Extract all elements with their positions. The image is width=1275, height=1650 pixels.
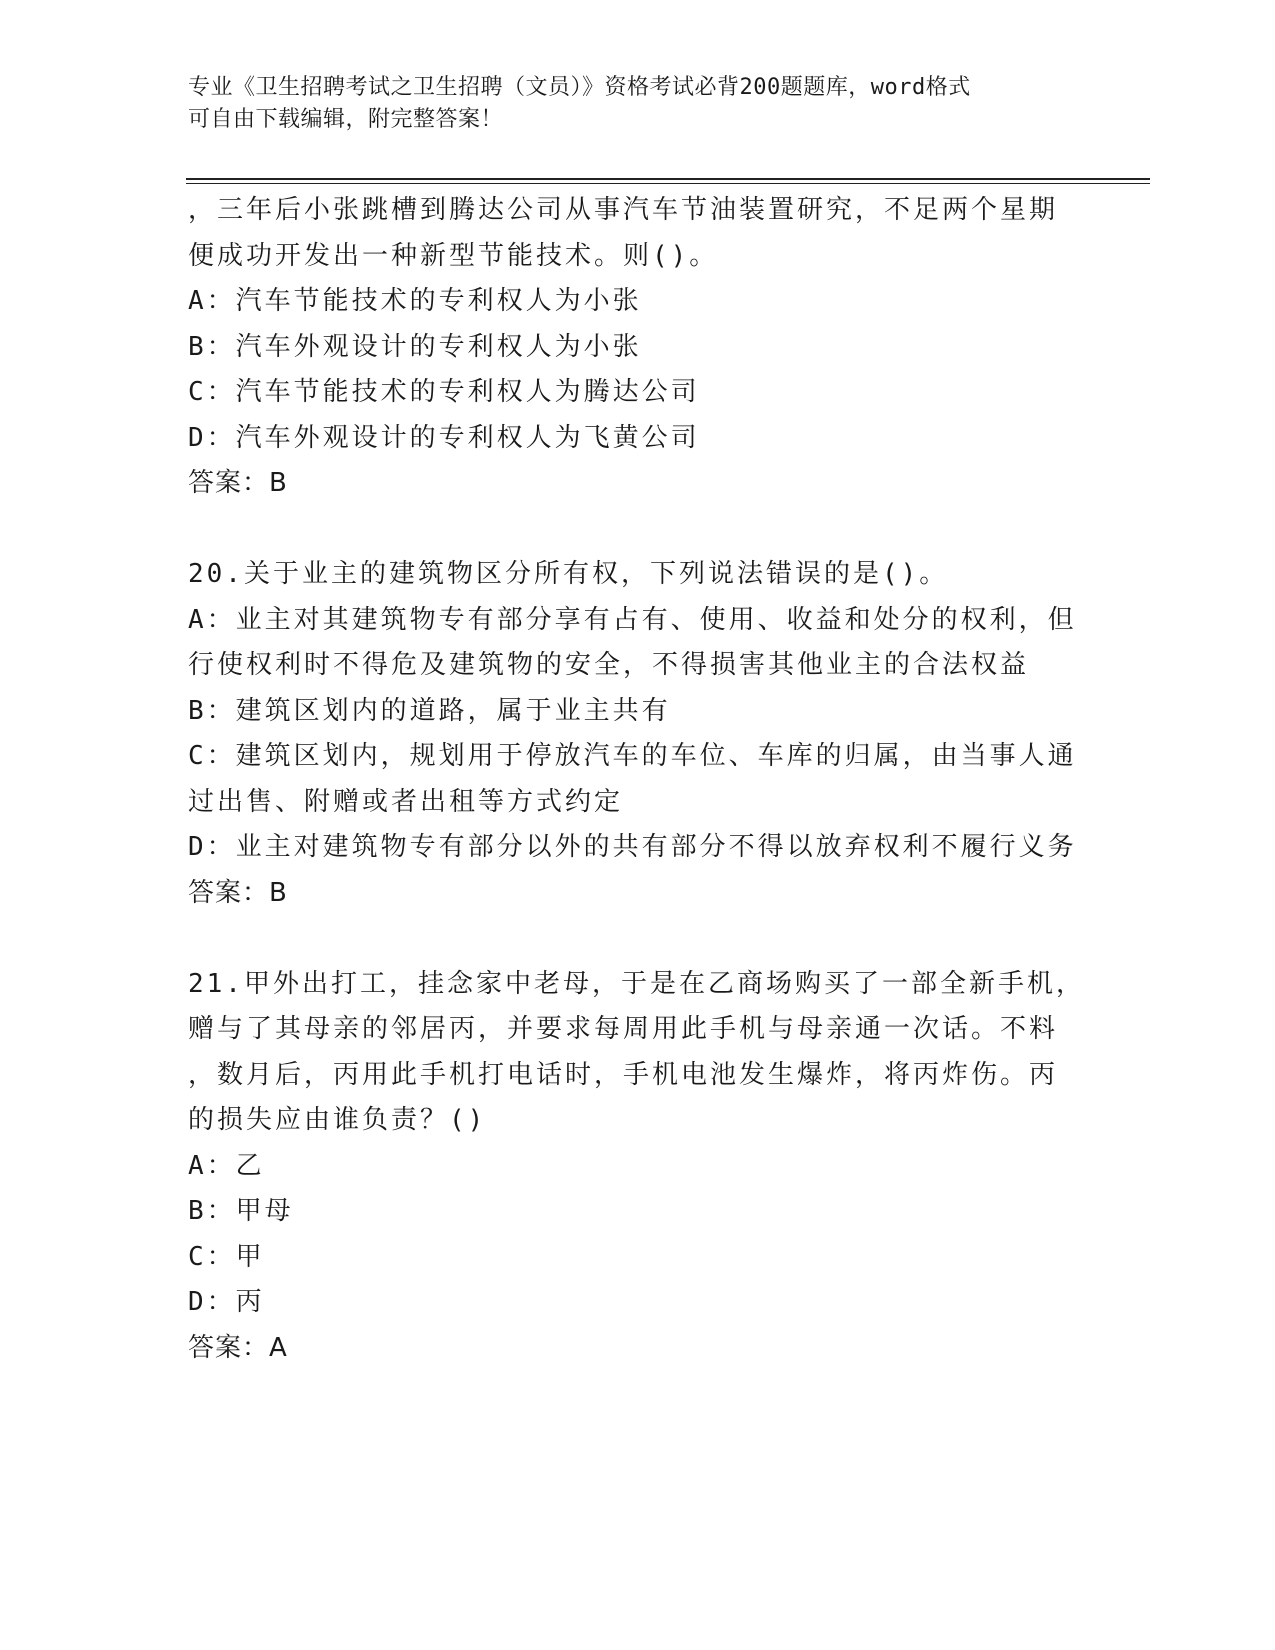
question-20	[188, 552, 1088, 916]
answer-line: 答案：B	[188, 877, 288, 908]
option-a-continued: 行使权利时不得危及建筑物的安全，不得损害其他业主的合法权益	[188, 650, 1030, 680]
header-title-line-1: 专业《卫生招聘考试之卫生招聘（文员）》资格考试必背200题题库，word格式	[188, 75, 971, 100]
option-d: D：业主对建筑物专有部分以外的共有部分不得以放弃权利不履行义务	[188, 832, 1077, 862]
option-c-continued: 过出售、附赠或者出租等方式约定	[188, 786, 624, 817]
question-19-continued	[188, 188, 1088, 507]
question-stem-line: ，三年后小张跳槽到腾达公司从事汽车节油装置研究，不足两个星期	[188, 195, 1059, 225]
question-stem: 20.关于业主的建筑物区分所有权，下列说法错误的是()。	[188, 559, 949, 589]
option-a: A：乙	[188, 1150, 265, 1181]
header-divider	[186, 178, 1150, 184]
question-stem-line: 便成功开发出一种新型节能技术。则()。	[188, 240, 719, 271]
answer-line: 答案：B	[188, 468, 288, 498]
header-title-line-2: 可自由下载编辑，附完整答案！	[188, 107, 504, 132]
option-c: C：建筑区划内，规划用于停放汽车的车位、车库的归属，由当事人通	[188, 741, 1077, 771]
option-d: D：丙	[188, 1287, 265, 1317]
option-c: C：汽车节能技术的专利权人为腾达公司	[188, 377, 700, 407]
question-stem-line: 赠与了其母亲的邻居丙，并要求每周用此手机与母亲通一次话。不料	[188, 1014, 1059, 1044]
answer-line: 答案：A	[188, 1332, 288, 1363]
question-stem-line: 的损失应由谁负责？()	[188, 1105, 487, 1135]
option-b: B：甲母	[188, 1196, 294, 1226]
document-header	[188, 72, 1088, 136]
option-d: D：汽车外观设计的专利权人为飞黄公司	[188, 422, 700, 453]
option-b: B：建筑区划内的道路，属于业主共有	[188, 695, 671, 726]
option-a: A：汽车节能技术的专利权人为小张	[188, 286, 642, 316]
question-stem-line: ，数月后，丙用此手机打电话时，手机电池发生爆炸，将丙炸伤。丙	[188, 1059, 1059, 1090]
document-body	[188, 188, 1088, 1371]
question-21	[188, 962, 1088, 1372]
option-c: C：甲	[188, 1241, 265, 1272]
option-a: A：业主对其建筑物专有部分享有占有、使用、收益和处分的权利，但	[188, 604, 1077, 635]
question-stem: 21.甲外出打工，挂念家中老母，于是在乙商场购买了一部全新手机，	[188, 968, 1085, 999]
option-b: B：汽车外观设计的专利权人为小张	[188, 331, 642, 362]
